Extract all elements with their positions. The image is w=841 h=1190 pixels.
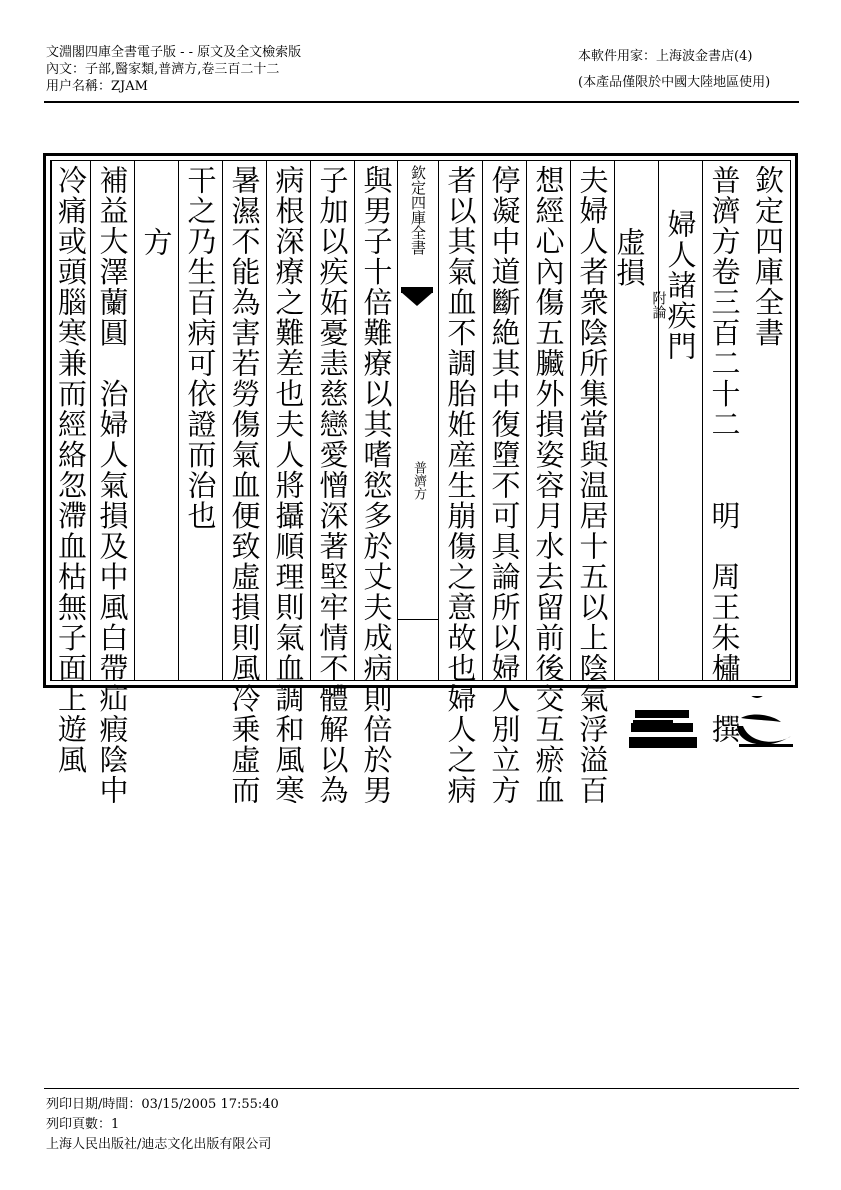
column-text: 補益大澤蘭圓 治婦人氣損及中風白帶疝瘕陰中 bbox=[95, 165, 130, 806]
text-column-1 bbox=[746, 161, 790, 680]
text-column-9 bbox=[354, 161, 398, 806]
text-column-8 bbox=[438, 161, 482, 806]
column-text: 病根深療之難差也夫人將攝順理則氣血調和風寒 bbox=[271, 165, 306, 806]
column-text: 者以其氣血不調胎姙産生崩傷之意故也婦人之病 bbox=[443, 165, 478, 806]
banner-divider bbox=[398, 619, 438, 620]
text-column-10 bbox=[310, 161, 354, 806]
footer-print-datetime: 列印日期/時間：03/15/2005 17:55:40 bbox=[46, 1097, 279, 1112]
text-area bbox=[50, 160, 791, 806]
column-text: 虚損 bbox=[612, 227, 647, 288]
banner-fishtail-icon bbox=[401, 292, 433, 306]
header-username: 用户名稱：ZJAM bbox=[46, 79, 148, 94]
text-column-13 bbox=[178, 161, 222, 680]
text-column-4 bbox=[612, 161, 667, 680]
banner-title: 欽定四庫全書 bbox=[409, 165, 427, 255]
column-text: 暑濕不能為害若勞傷氣血便致虛損則風冷乗虛而 bbox=[227, 165, 262, 806]
footer-rule bbox=[44, 1088, 799, 1089]
text-column-12 bbox=[222, 161, 266, 806]
sub-note: 附論 bbox=[650, 291, 667, 319]
column-text: 停凝中道斷絶其中復墮不可具論所以婦人別立方 bbox=[487, 165, 522, 806]
publisher-logo-icon bbox=[629, 696, 801, 758]
column-text: 想經心內傷五臟外損姿容月水去留前後交互瘀血 bbox=[531, 165, 566, 806]
column-text: 夫婦人者衆陰所集當與温居十五以上陰氣浮溢百 bbox=[575, 165, 610, 806]
header-right bbox=[578, 48, 770, 91]
text-column-16 bbox=[51, 161, 90, 775]
column-text: 普濟方卷三百二十二 明 周王朱橚 撰 bbox=[707, 165, 742, 745]
text-column-6 bbox=[526, 161, 570, 806]
banner-column bbox=[397, 161, 438, 680]
footer-publisher: 上海人民出版社/迪志文化出版有限公司 bbox=[46, 1137, 272, 1152]
header-licensee: 本軟件用家：上海波金書店(4) bbox=[578, 49, 753, 64]
page-frame bbox=[43, 153, 798, 806]
column-text: 方 bbox=[139, 227, 174, 258]
column-text: 與男子十倍難療以其嗜慾多於丈夫成病則倍於男 bbox=[359, 165, 394, 806]
column-text: 欽定四庫全書 bbox=[751, 165, 785, 348]
column-text: 干之乃生百病可依證而治也 bbox=[183, 165, 218, 531]
text-column-7 bbox=[482, 161, 526, 806]
header-left bbox=[46, 44, 301, 95]
footer-page-count: 列印頁數：1 bbox=[46, 1117, 120, 1132]
header-rule bbox=[44, 101, 799, 103]
text-column-2 bbox=[702, 161, 746, 745]
text-column-5 bbox=[570, 161, 614, 806]
text-column-15 bbox=[90, 161, 134, 806]
footer bbox=[46, 1095, 279, 1155]
header-edition: 文淵閣四庫全書電子版 - - 原文及全文檢索版 bbox=[46, 45, 302, 60]
column-text: 婦人諸疾門 bbox=[663, 209, 698, 362]
text-column-11 bbox=[266, 161, 310, 806]
header-content-path: 內文：子部,醫家類,普濟方,卷三百二十二 bbox=[46, 62, 280, 77]
text-column-14 bbox=[134, 161, 178, 680]
column-text: 冷痛或頭腦寒兼而經絡忽滯血枯無子面上遊風 bbox=[54, 165, 88, 775]
header-region-notice: (本產品僅限於中國大陸地區使用) bbox=[578, 75, 771, 90]
banner-book-name: 普濟方 bbox=[411, 461, 426, 500]
column-text: 子加以疾妬憂恚慈戀愛憎深著堅牢情不體解以為 bbox=[315, 165, 350, 806]
